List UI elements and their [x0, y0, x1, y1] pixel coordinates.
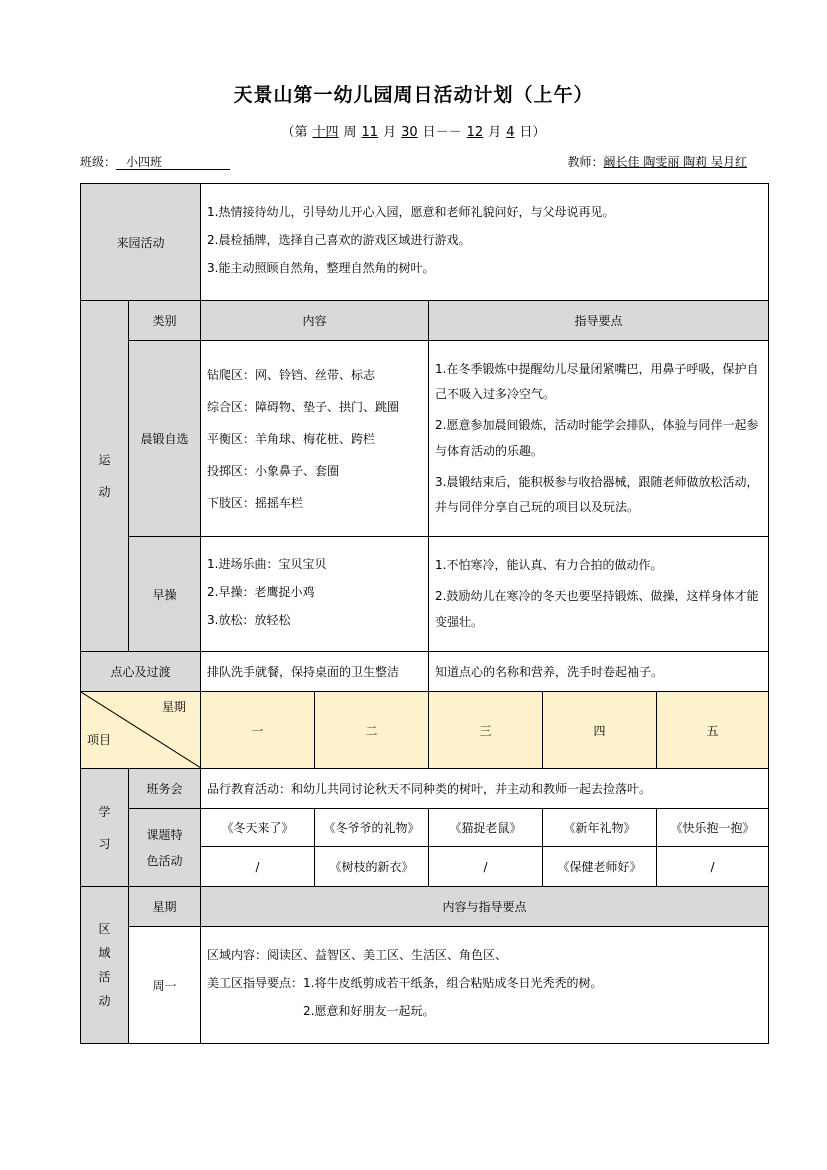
item-corner-label: 项目 [87, 733, 112, 747]
arrival-line: 3.能主动照顾自然角，整理自然角的树叶。 [207, 261, 435, 275]
teacher-label: 教师： [567, 155, 604, 169]
guidance-item: 3.晨锻结束后，能积极参与收拾器械，跟随老师做放松活动，并与同伴分享自己玩的项目以及玩法。 [435, 474, 759, 514]
area-content [201, 927, 769, 1044]
topic-monday: / [201, 847, 315, 887]
class-meeting-text: 品行教育活动：和幼儿共同讨论秋天不同种类的树叶，并主动和教师一起去捡落叶。 [207, 781, 652, 796]
topic-tuesday: 《冬爷爷的礼物》 [315, 809, 429, 847]
area-char: 动 [98, 994, 111, 1008]
topic-wednesday: / [429, 847, 543, 887]
activity-plan-table [80, 183, 769, 1044]
weekday-friday: 五 [657, 692, 769, 769]
topic-wednesday: 《猫捉老鼠》 [429, 809, 543, 847]
morning-exercise-label: 晨锻自选 [129, 341, 201, 537]
end-day: 4 [506, 125, 515, 140]
snack-guidance [429, 652, 769, 692]
weekday-corner-cell [81, 692, 201, 769]
guidance-header: 指导要点 [429, 301, 769, 341]
area-group-label [81, 887, 129, 1044]
area-char: 区 [98, 922, 111, 936]
snack-guidance-text: 知道点心的名称和营养，洗手时卷起袖子。 [435, 664, 664, 679]
topic-tuesday: 《树枝的新衣》 [315, 847, 429, 887]
morning-drill-guidance [429, 537, 769, 652]
morning-drill-content [201, 537, 429, 652]
arrival-content [201, 184, 769, 301]
morning-exercise-guidance [429, 341, 769, 537]
start-month-suffix: 月 [383, 125, 397, 140]
guidance-item: 1.不怕寒冷，能认真、有力合拍的做动作。 [435, 558, 663, 573]
topic-thursday: 《新年礼物》 [543, 809, 657, 847]
drill-item: 1.进场乐曲：宝贝宝贝 [207, 557, 327, 571]
end-month-suffix: 月 [488, 125, 502, 140]
morning-zone: 投掷区：小象鼻子、套圈 [207, 463, 340, 478]
guidance-item: 1.在冬季锻炼中提醒幼儿尽量闭紧嘴巴，用鼻子呼吸，保护自己不吸入过多冷空气。 [435, 361, 759, 402]
page-title: 天景山第一幼儿园周日活动计划（上午） [233, 84, 594, 106]
exercise-char: 动 [98, 485, 111, 499]
start-month: 11 [361, 125, 379, 140]
drill-item: 3.放松：放轻松 [207, 613, 291, 627]
morning-exercise-row [81, 341, 769, 537]
study-group-label [81, 769, 129, 887]
area-line: 美工区指导要点：1.将牛皮纸剪成若干纸条，组合粘贴成冬日光秃秃的树。 [207, 976, 603, 990]
area-line: 区域内容：阅读区、益智区、美工区、生活区、角色区、 [207, 948, 508, 962]
snack-row [81, 652, 769, 692]
topic-row-1 [81, 809, 769, 847]
class-meeting-label: 班务会 [129, 769, 201, 809]
morning-zone: 综合区：障碍物、垫子、拱门、跳圈 [207, 399, 400, 414]
area-monday-row [81, 927, 769, 1044]
guidance-item: 2.鼓励幼儿在寒冷的冬天也要坚持锻炼、做操，这样身体才能变强壮。 [435, 589, 759, 629]
date-range [0, 121, 827, 140]
weekday-wednesday: 三 [429, 692, 543, 769]
arrival-line: 1.热情接待幼儿，引导幼儿开心入园，愿意和老师礼貌问好，与父母说再见。 [207, 205, 615, 219]
arrival-label: 来园活动 [81, 184, 201, 301]
snack-content-text: 排队洗手就餐，保持桌面的卫生整洁 [207, 664, 400, 679]
topic-label-text: 课题特色活动 [146, 827, 183, 868]
topic-label [129, 809, 201, 887]
topic-friday: 《快乐抱一抱》 [657, 809, 769, 847]
area-day-label: 周一 [129, 927, 201, 1044]
area-char: 活 [98, 970, 111, 984]
weekday-corner-label: 星期 [162, 700, 187, 714]
class-meeting-row [81, 769, 769, 809]
end-day-suffix: 日） [519, 125, 546, 140]
topic-monday: 《冬天来了》 [201, 809, 315, 847]
area-char: 域 [98, 946, 111, 960]
morning-exercise-content [201, 341, 429, 537]
week-number: 十四 [312, 125, 339, 140]
area-line: 2.愿意和好朋友一起玩。 [303, 1004, 435, 1018]
weekday-thursday: 四 [543, 692, 657, 769]
snack-label: 点心及过渡 [81, 652, 201, 692]
topic-friday: / [657, 847, 769, 887]
morning-zone: 钻爬区：网、铃铛、丝带、标志 [207, 367, 376, 382]
guidance-item: 2.愿意参加晨间锻炼，活动时能学会排队，体验与同伴一起参与体育活动的乐趣。 [435, 418, 759, 458]
arrival-line: 2.晨检插牌，选择自己喜欢的游戏区域进行游戏。 [207, 233, 471, 247]
area-content-header: 内容与指导要点 [201, 887, 769, 927]
class-value: 小四班 [116, 155, 230, 170]
teacher-info [568, 153, 747, 170]
week-prefix: （第 [281, 125, 308, 140]
weekday-tuesday: 二 [315, 692, 429, 769]
exercise-group-label [81, 301, 129, 652]
start-day-suffix: 日－－ [422, 125, 462, 140]
exercise-header-row [81, 301, 769, 341]
week-suffix: 周 [343, 125, 357, 140]
area-header-row [81, 887, 769, 927]
category-header: 类别 [129, 301, 201, 341]
end-month: 12 [466, 125, 484, 140]
snack-content [201, 652, 429, 692]
class-label: 班级： [80, 155, 117, 169]
class-info [80, 153, 230, 170]
study-char: 学 [98, 804, 111, 819]
study-char: 习 [98, 836, 111, 851]
weekday-header-row [81, 692, 769, 769]
class-meeting-content [201, 769, 769, 809]
area-weekday-header: 星期 [129, 887, 201, 927]
arrival-row [81, 184, 769, 301]
content-header: 内容 [201, 301, 429, 341]
morning-zone: 平衡区：羊角球、梅花桩、跨栏 [207, 431, 376, 446]
teacher-names: 阚长佳 陶雯丽 陶莉 吴月红 [603, 155, 747, 169]
morning-zone: 下肢区：摇摇车栏 [207, 495, 304, 510]
drill-item: 2.早操：老鹰捉小鸡 [207, 585, 315, 599]
weekday-monday: 一 [201, 692, 315, 769]
morning-drill-label: 早操 [129, 537, 201, 652]
start-day: 30 [401, 125, 418, 140]
morning-drill-row [81, 537, 769, 652]
exercise-char: 运 [98, 453, 111, 467]
topic-thursday: 《保健老师好》 [543, 847, 657, 887]
